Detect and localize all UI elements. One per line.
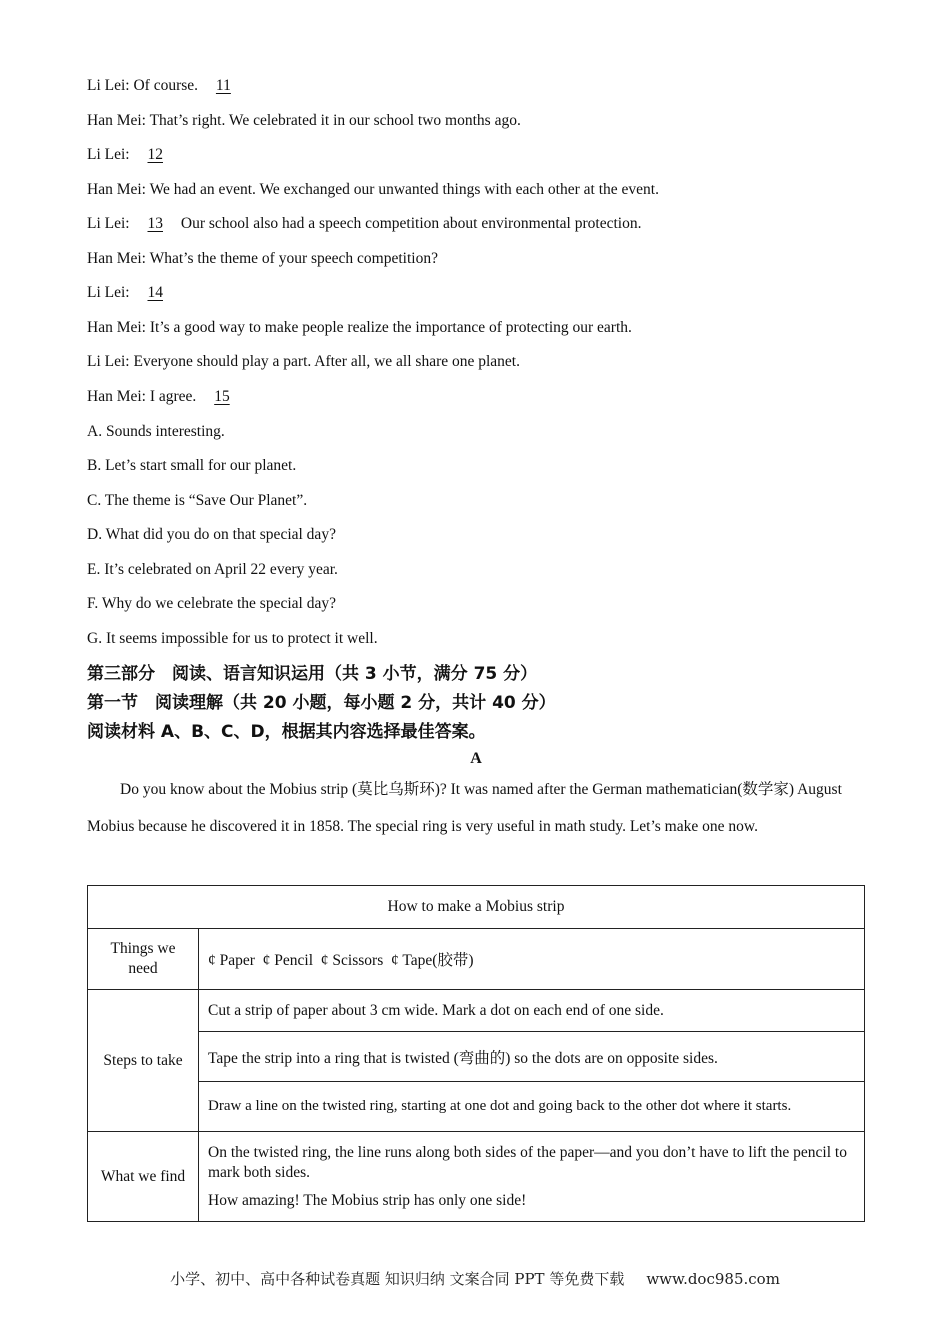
things-value: ¢ Paper ¢ Pencil ¢ Scissors ¢ Tape(胶带)	[199, 929, 865, 990]
dialogue-line: Li Lei: 13 Our school also had a speech competition about environmental protection.	[87, 215, 642, 232]
option-item: E. It’s celebrated on April 22 every year.	[87, 561, 338, 578]
answer-blank: 14	[147, 284, 163, 301]
footer-url[interactable]: www.doc985.com	[646, 1270, 780, 1288]
option-item: A. Sounds interesting.	[87, 423, 225, 440]
dialogue-line: Han Mei: I agree. 15	[87, 387, 244, 407]
step-item: Draw a line on the twisted ring, starting at one dot and going back to the other dot where it starts.	[199, 1082, 865, 1132]
dialogue-line: Li Lei: Of course. 11	[87, 76, 245, 96]
option-item: C. The theme is “Save Our Planet”.	[87, 492, 308, 509]
option-item: G. It seems impossible for us to protect it well.	[87, 630, 378, 647]
option-item: B. Let’s start small for our planet.	[87, 457, 297, 474]
page-footer	[0, 1268, 950, 1289]
dialogue-line: Han Mei: We had an event. We exchanged our unwanted things with each other at the event.	[87, 181, 659, 198]
step-item: Tape the strip into a ring that is twisted (弯曲的) so the dots are on opposite sides.	[199, 1032, 865, 1082]
find-value	[199, 1132, 865, 1222]
dialogue-line: Li Lei: 14	[87, 283, 177, 303]
find-line: On the twisted ring, the line runs along both sides of the paper—and you don’t have to lift the pencil to mark both sides.	[208, 1143, 847, 1181]
mobius-steps-table	[87, 885, 865, 1222]
dialogue-line: Han Mei: It’s a good way to make people realize the importance of protecting our earth.	[87, 319, 632, 336]
section-heading: 第一节 阅读理解（共 20 小题，每小题 2 分，共计 40 分）	[87, 693, 556, 713]
section-heading: 第三部分 阅读、语言知识运用（共 3 小节，满分 75 分）	[87, 664, 538, 684]
section-instruction: 阅读材料 A、B、C、D，根据其内容选择最佳答案。	[87, 722, 486, 742]
dialogue-line: Han Mei: That’s right. We celebrated it in our school two months ago.	[87, 112, 521, 129]
dialogue-line: Li Lei: Everyone should play a part. After all, we all share one planet.	[87, 353, 520, 370]
things-label: Things we need	[88, 929, 199, 990]
dialogue-line: Li Lei: 12	[87, 145, 177, 165]
answer-blank: 15	[214, 388, 230, 405]
find-label: What we find	[88, 1132, 199, 1222]
passage-letter: A	[470, 750, 482, 767]
answer-blank: 13	[147, 215, 163, 232]
find-line: How amazing! The Mobius strip has only one side!	[208, 1191, 527, 1209]
option-item: F. Why do we celebrate the special day?	[87, 595, 336, 612]
steps-label: Steps to take	[88, 990, 199, 1132]
answer-blank: 11	[215, 77, 231, 94]
dialogue-line: Han Mei: What’s the theme of your speech competition?	[87, 250, 438, 267]
answer-blank: 12	[147, 146, 163, 163]
step-item: Cut a strip of paper about 3 cm wide. Mark a dot on each end of one side.	[199, 990, 865, 1032]
passage-paragraph: Do you know about the Mobius strip (莫比乌斯环)? It was named after the German mathematician(数学家) August Mobius because he discovered it in 1858. The special ring is very useful in math study. Let’s make one now.	[87, 781, 842, 835]
table-title: How to make a Mobius strip	[88, 886, 865, 929]
option-item: D. What did you do on that special day?	[87, 526, 336, 543]
footer-text: 小学、初中、高中各种试卷真题 知识归纳 文案合同 PPT 等免费下载	[170, 1270, 625, 1288]
